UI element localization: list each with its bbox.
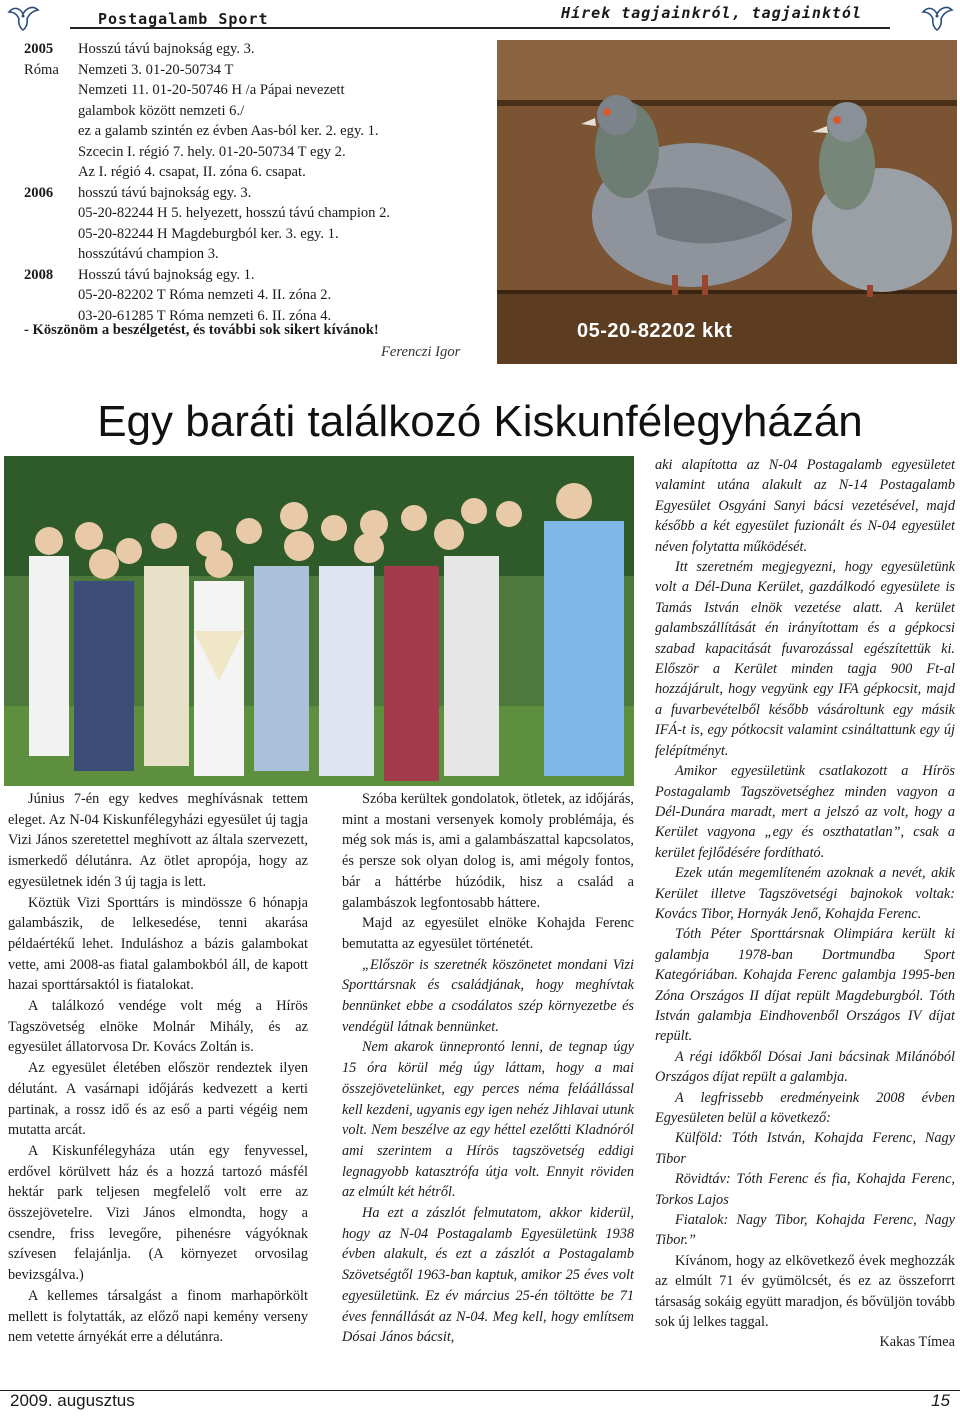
paragraph: A kellemes társalgást a finom marhapörkölt mellett is folytatták, az előző napi kemény verseny nem vetette árnyékát erre a délutánra. xyxy=(8,1287,308,1346)
pigeon-logo-icon xyxy=(6,2,40,32)
result-year-label xyxy=(24,203,78,224)
result-text: ez a galamb szintén ez évben Aas-ból ker. 2. egy. 1. xyxy=(78,123,379,139)
footer-page-number: 15 xyxy=(931,1391,950,1410)
result-row xyxy=(24,162,494,183)
result-year-label xyxy=(24,142,78,163)
result-year-label xyxy=(24,285,78,306)
result-text: Hosszú távú bajnokság egy. 1. xyxy=(78,266,255,283)
result-row xyxy=(24,183,494,204)
quote-paragraph: Tóth Péter Sporttársnak Olimpiára került ki galambja 1978-ban Dortmundba Sport Kategóriában. Kohajda Ferenc galambja 1995-ben Zóna Országos II díjat repült Magdeburgból. Tóth István galambja Eindhovenből Országos IV díjat repült. xyxy=(655,926,955,1045)
result-text: 05-20-82202 T Róma nemzeti 4. II. zóna 2. xyxy=(78,287,332,303)
footer-rule xyxy=(0,1390,960,1391)
header-magazine-title: Postagalamb Sport xyxy=(98,10,269,28)
pigeon-logo-icon xyxy=(920,2,954,32)
result-text: Nemzeti 11. 01-20-50746 H /a Pápai nevezett xyxy=(78,82,345,98)
result-text: Szcecin I. régió 7. hely. 01-20-50734 T egy 2. xyxy=(78,143,346,160)
result-text: 05-20-82244 H Magdeburgból ker. 3. egy. 1. xyxy=(78,225,339,242)
result-year-label: 2006 xyxy=(24,184,54,201)
result-text: 05-20-82244 H 5. helyezett, hosszú távú champion 2. xyxy=(78,205,391,221)
footer-issue-date: 2009. augusztus xyxy=(10,1391,135,1410)
results-list xyxy=(24,39,494,326)
result-row xyxy=(24,224,494,245)
result-row xyxy=(24,203,494,224)
paragraph: Június 7-én egy kedves meghívásnak tettem eleget. Az N-04 Kiskunfélegyházi egyesület új tagja Vizi János szeretettel meghívott az általa szervezett, ismerkedő délutánra. Az ötlet apropója, hogy az egyesületnek idén 3 új tagja is lett. xyxy=(8,791,308,890)
paragraph: Szóba kerültek gondolatok, ötletek, az időjárás, mint a mostani versenyek komoly problémája, és még sok más is, ami a galambászattal kapcsolatos, és persze sok olyan dolog is, ami mégoly fontos, bár a háttérbe húzódik, hisz a család a galambászok legfontosabb háttere. xyxy=(342,791,634,911)
result-year-label xyxy=(24,101,78,122)
result-row xyxy=(24,265,494,286)
result-row xyxy=(24,142,494,163)
quote-paragraph: Amikor egyesületünk csatlakozott a Hírös Postagalamb Tagszövetséghez minden vagyon a Dél-Dunára maradt, mert a jelszó az volt, hogy a Kerület vagyona „egy és oszthatatlan”, csak a kerület fejlődésére fordítható. xyxy=(655,763,955,861)
result-year-label: 2008 xyxy=(24,266,54,283)
quote-paragraph: Fiatalok: Nagy Tibor, Kohajda Ferenc, Nagy Tibor.” xyxy=(655,1212,955,1249)
quote-paragraph: Nem akarok ünneprontó lenni, de tegnap úgy 15 óra körül még úgy láttam, hogy a mai összejövetelünket, egy perces néma feláállással kell kezdeni, ugyanis egy igen nehéz Jihlavai utunk volt. Nem beszélve az egy héttel ezelőtti Kladnóról ami szerintem a Hírös tagszövetség eddigi legnagyobb katasztrófa útja volt. Ennyit röviden az elmúlt két hétről. xyxy=(342,1039,634,1201)
quote-paragraph: Ha ezt a zászlót felmutatom, akkor kiderül, hogy az N-04 Postagalamb Egyesületünk 1938 évben alakult, és ezt a zászlót a Postagalamb Szövetségtől 1963-ban kaptuk, amikor 25 éves volt egyesületünk. Ez év március 25-én töltötte be 71 éves fennállását az N-04. Meg kell, hogy említsem Dósai János bácsit, xyxy=(342,1205,634,1346)
paragraph: Az egyesület életében először rendeztek ilyen délutánt. A vasárnapi időjárás kedvezett a kerti partinak, a rossz idő és az eső a parti végéig nem mutatta arcát. xyxy=(8,1060,308,1139)
result-year-label xyxy=(24,80,78,101)
result-text: Hosszú távú bajnokság egy. 3. xyxy=(78,41,255,57)
pigeon-photo xyxy=(497,40,957,364)
paragraph: Majd az egyesület elnöke Kohajda Ferenc bemutatta az egyesület történetét. xyxy=(342,915,634,952)
group-photo xyxy=(4,456,634,786)
quote-paragraph: Rövidtáv: Tóth Ferenc és fia, Kohajda Ferenc, Torkos Lajos xyxy=(655,1171,955,1208)
quote-paragraph: aki alapította az N-04 Postagalamb egyesületet valamint utána alakult az N-14 Postagalamb Egyesület Osgyáni Sanyi bácsi vezetésével, majd később a két egyesület fuzionált és N-04 egyesület néven folytatta működését. xyxy=(655,457,955,555)
result-text: Az I. régió 4. csapat, II. zóna 6. csapat. xyxy=(78,164,306,180)
result-year-label: 2005 xyxy=(24,41,54,57)
result-year-label xyxy=(24,162,78,183)
result-row xyxy=(24,244,494,265)
result-row xyxy=(24,80,494,101)
paragraph: Köztük Vizi Sporttárs is mindössze 6 hónapja galambászik, de lelkesedése, tenni akarása példaértékű lehet. Induláshoz a bázis galambokat vette, ami 2008-as fiatal galambokból áll, de kapott hazai sporttársaktól is fiatalokat. xyxy=(8,894,308,994)
result-text: Nemzeti 3. 01-20-50734 T xyxy=(78,61,234,78)
result-text: 03-20-61285 T Róma nemzeti 6. II. zóna 4. xyxy=(78,307,332,324)
quote-paragraph: Itt szeretném megjegyezni, hogy egyesületünk volt a Dél-Duna Kerület, gazdálkodó egyesülete is Tamás István elnök vezetése alatt. A kerület galambszállítását én irányítottam és a gépkocsi szabad kapacitását fuvarozással egészítettük ki. Először a Kerület minden tagja 900 Ft-al hozzájárult, hogy vegyünk egy IFA gépkocsit, majd a fuvarbevételből később vásároltunk egy másik IFÁ-t is, egy pótkocsit valamint csináltattunk egy új felépítményt. xyxy=(655,559,955,759)
paragraph: A találkozó vendége volt még a Hírös Tagszövetség elnöke Molnár Mihály, és az egyesület állatorvosa Dr. Kovács Zoltán is. xyxy=(8,998,308,1056)
paragraph: Kívánom, hogy az elkövetkező évek meghozzák az elmúlt 71 év gyümölcsét, és ez az összeforrt társaság sokáig együtt maradjon, és bővüljön tovább sok új lelkes taggal. xyxy=(655,1252,955,1331)
result-row xyxy=(24,39,494,60)
result-year-label xyxy=(24,121,78,142)
quote-paragraph: Külföld: Tóth István, Kohajda Ferenc, Nagy Tibor xyxy=(655,1130,955,1167)
quote-paragraph: „Először is szeretnék köszönetet mondani Vizi Sporttársnak és családjának, hogy meghívtak bennünket ebbe a csodálatos szép környezetbe és vendégül látnak bennünket. xyxy=(342,956,634,1035)
pigeon-ring-caption: 05-20-82202 kkt xyxy=(577,320,733,342)
result-year-label: Róma xyxy=(24,61,59,78)
result-row xyxy=(24,285,494,306)
interview-author: Ferenczi Igor xyxy=(381,344,461,360)
paragraph: A Kiskunfélegyháza után egy fenyvessel, erdővel körülvett ház és a hozzá tartozó másfél hektár park teljesen megfelelő volt erre az összejövetelre. Vizi János elmondta, hogy a csendre, friss levegőre, pihenésre vágyóknak szívesen felajánlja. (A környezet orvosilag bevizsgálva.) xyxy=(8,1142,308,1284)
article-column-3 xyxy=(655,455,955,1353)
result-year-label xyxy=(24,244,78,265)
result-text: galambok között nemzeti 6./ xyxy=(78,102,245,119)
header-section-title: Hírek tagjainkról, tagjainktól xyxy=(561,4,862,22)
article-title: Egy baráti találkozó Kiskunfélegyházán xyxy=(97,397,863,446)
article-column-1 xyxy=(8,789,308,1348)
result-text: hosszútávú champion 3. xyxy=(78,246,219,262)
quote-paragraph: Ezek után megemlíteném azoknak a nevét, akik Kerület illetve Tagszövetségi bajnokok voltak: Kovács Tibor, Hornyák Jenő, Kohajda Ferenc. xyxy=(655,865,955,922)
result-text: hosszú távú bajnokság egy. 3. xyxy=(78,184,252,201)
result-row xyxy=(24,101,494,122)
article-column-2 xyxy=(342,789,634,1348)
article-signature: Kakas Tímea xyxy=(879,1334,955,1351)
result-row xyxy=(24,121,494,142)
result-year-label xyxy=(24,224,78,245)
quote-paragraph: A legfrissebb eredményeink 2008 évben Egyesületen belül a következő: xyxy=(655,1089,955,1126)
result-row xyxy=(24,60,494,81)
quote-paragraph: A régi időkből Dósai Jani bácsinak Milánóból Országos díjat repült a galambja. xyxy=(655,1048,955,1086)
interview-closing: - Köszönöm a beszélgetést, és további sok sikert kívánok! xyxy=(24,322,379,338)
